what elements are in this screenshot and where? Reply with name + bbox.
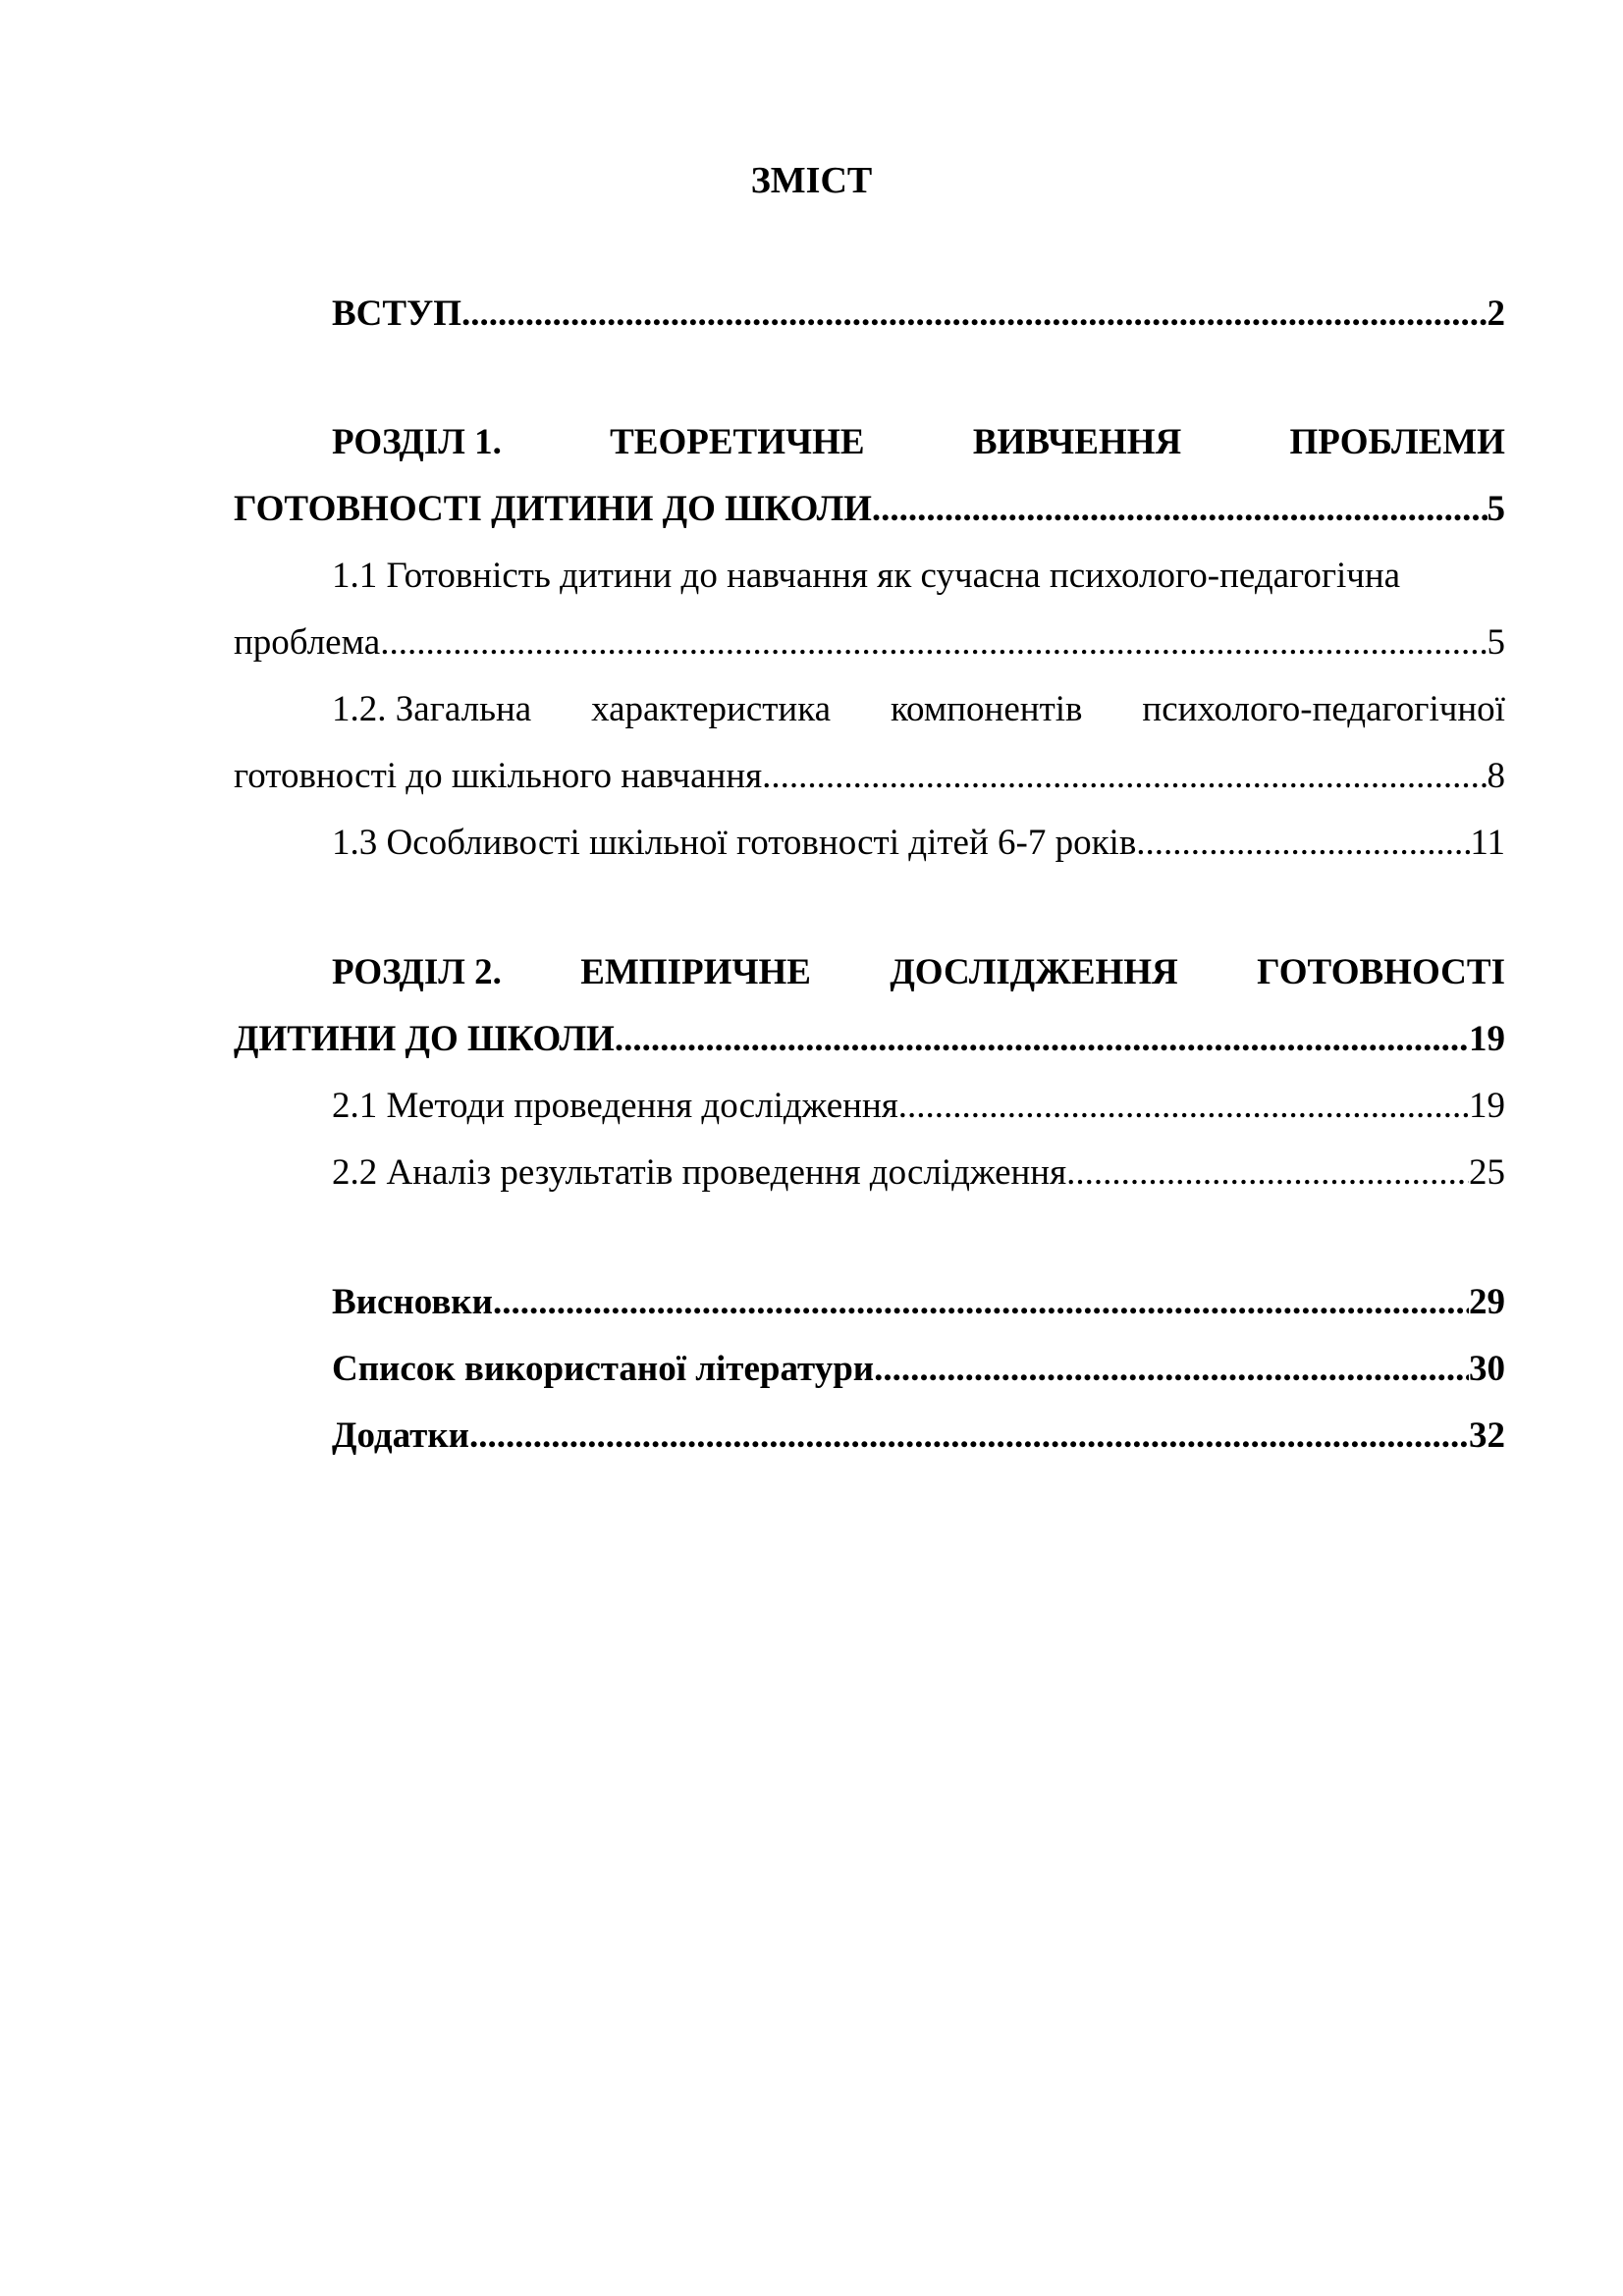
dot-leader xyxy=(469,1403,1469,1469)
toc-entry-chapter2[interactable] xyxy=(234,939,1505,1073)
toc-entry-text: готовності до шкільного навчання xyxy=(234,756,763,796)
toc-entry-text: 2.1 Методи проведення дослідження xyxy=(332,1086,898,1126)
page-number: 19 xyxy=(1469,1019,1505,1059)
page-number: 32 xyxy=(1469,1415,1505,1456)
section-line1 xyxy=(234,676,1505,743)
section-line2 xyxy=(234,610,1505,676)
heading-word: ЕМПІРИЧНЕ xyxy=(580,952,811,992)
dot-leader xyxy=(762,743,1487,810)
page-number: 19 xyxy=(1469,1086,1505,1126)
toc-entry-section-1-3[interactable] xyxy=(332,810,1505,877)
page-number: 8 xyxy=(1487,756,1505,796)
heading-word: РОЗДІЛ 1. xyxy=(332,422,502,462)
toc-entry-section-2-2[interactable] xyxy=(332,1140,1505,1206)
toc-entry-section-1-2[interactable] xyxy=(234,676,1505,810)
section-word: психолого-педагогічної xyxy=(1142,689,1505,729)
heading-word: ДОСЛІДЖЕННЯ xyxy=(890,952,1178,992)
chapter2-heading-line2 xyxy=(234,1006,1505,1073)
section-word: 1.2. Загальна xyxy=(332,689,532,729)
toc-entry-text: проблема xyxy=(234,622,381,663)
toc-entry-text: ГОТОВНОСТІ ДИТИНИ ДО ШКОЛИ xyxy=(234,489,872,529)
section-word: характеристика xyxy=(591,689,832,729)
toc-entry-text: ДИТИНИ ДО ШКОЛИ xyxy=(234,1019,615,1059)
dot-leader xyxy=(380,610,1487,676)
toc-entry-text: 1.1 Готовність дитини до навчання як сучасна психолого-педагогічна xyxy=(332,556,1401,596)
page-number: 5 xyxy=(1487,622,1505,663)
toc-entry-appendices[interactable] xyxy=(332,1403,1505,1469)
section-word: компонентів xyxy=(890,689,1083,729)
toc-entry-conclusions[interactable] xyxy=(332,1269,1505,1336)
dot-leader xyxy=(874,1336,1469,1403)
heading-word: ВИВЧЕННЯ xyxy=(972,422,1182,462)
dot-leader xyxy=(1066,1140,1469,1206)
page-number: 2 xyxy=(1487,294,1505,334)
dot-leader xyxy=(898,1073,1469,1140)
toc-entry-intro[interactable] xyxy=(332,281,1505,347)
dot-leader xyxy=(461,281,1487,347)
dot-leader xyxy=(615,1006,1469,1073)
toc-entry-section-2-1[interactable] xyxy=(332,1073,1505,1140)
section-line2 xyxy=(234,743,1505,810)
dot-leader xyxy=(872,476,1488,543)
toc-entry-references[interactable] xyxy=(332,1336,1505,1403)
dot-leader xyxy=(1136,810,1470,877)
toc-entry-chapter1[interactable] xyxy=(234,409,1505,543)
heading-word: ГОТОВНОСТІ xyxy=(1257,952,1505,992)
toc-entry-text: Висновки xyxy=(332,1282,493,1322)
page-number: 5 xyxy=(1487,489,1505,529)
heading-word: ПРОБЛЕМИ xyxy=(1289,422,1505,462)
heading-word: ТЕОРЕТИЧНЕ xyxy=(610,422,865,462)
dot-leader xyxy=(493,1269,1469,1336)
page-number: 25 xyxy=(1469,1152,1505,1193)
chapter2-heading-line1 xyxy=(234,939,1505,1006)
chapter1-heading-line2 xyxy=(234,476,1505,543)
toc-entry-text: 1.3 Особливості шкільної готовності дітей 6-7 років xyxy=(332,823,1137,863)
toc-entry-text: ВСТУП xyxy=(332,294,462,334)
toc-title: ЗМІСТ xyxy=(750,160,873,201)
page-number: 11 xyxy=(1470,823,1505,863)
toc-entry-text: 2.2 Аналіз результатів проведення дослідження xyxy=(332,1152,1067,1193)
toc-entry-section-1-1[interactable] xyxy=(234,543,1505,676)
page-number: 30 xyxy=(1469,1349,1505,1389)
chapter1-heading-line1 xyxy=(234,409,1505,476)
page-number: 29 xyxy=(1469,1282,1505,1322)
heading-word: РОЗДІЛ 2. xyxy=(332,952,502,992)
toc-entry-text: Додатки xyxy=(332,1415,469,1456)
toc-entry-text: Список використаної літератури xyxy=(332,1349,875,1389)
section-line1 xyxy=(234,543,1505,610)
